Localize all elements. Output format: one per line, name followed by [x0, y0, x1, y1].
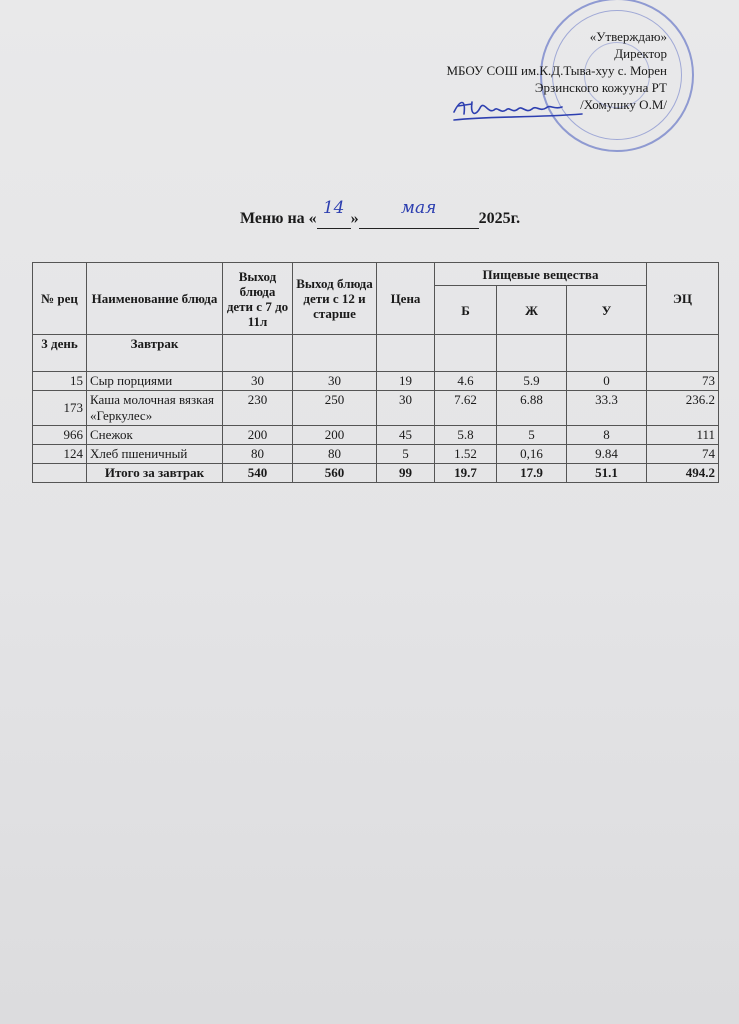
title-suffix: 2025г. [478, 210, 521, 227]
cell-price: 5 [377, 445, 435, 464]
menu-table [32, 262, 719, 483]
total-yield-7-11: 540 [223, 464, 293, 483]
table-row [33, 445, 719, 464]
header-zh: Ж [497, 286, 567, 335]
cell-name: Хлеб пшеничный [87, 445, 223, 464]
cell-yield-12: 200 [293, 426, 377, 445]
cell-name: Каша молочная вязкая «Геркулес» [87, 391, 223, 426]
header-row-1 [33, 263, 719, 286]
cell-u: 8 [567, 426, 647, 445]
total-ec: 494.2 [647, 464, 719, 483]
cell-u: 0 [567, 372, 647, 391]
cell-b: 1.52 [435, 445, 497, 464]
header-ec: ЭЦ [647, 263, 719, 335]
total-yield-12: 560 [293, 464, 377, 483]
cell-u: 33.3 [567, 391, 647, 426]
table-row [33, 372, 719, 391]
cell-name: Снежок [87, 426, 223, 445]
section-day: 3 день [33, 335, 87, 372]
cell-yield-7-11: 230 [223, 391, 293, 426]
section-meal: Завтрак [87, 335, 223, 372]
header-price: Цена [377, 263, 435, 335]
cell-u: 9.84 [567, 445, 647, 464]
cell-num: 124 [33, 445, 87, 464]
header-yield-7-11: Выход блюда дети с 7 до 11л [223, 263, 293, 335]
title-prefix: Меню на « [240, 210, 317, 227]
cell-zh: 0,16 [497, 445, 567, 464]
header-b: Б [435, 286, 497, 335]
cell-yield-7-11: 80 [223, 445, 293, 464]
approval-line-4: Эрзинского кожууна РТ [534, 80, 667, 95]
cell-b: 5.8 [435, 426, 497, 445]
cell-num: 15 [33, 372, 87, 391]
cell-name: Сыр порциями [87, 372, 223, 391]
cell-yield-7-11: 200 [223, 426, 293, 445]
cell-price: 30 [377, 391, 435, 426]
approval-line-3: МБОУ СОШ им.К.Д.Тыва-хуу с. Морен [446, 63, 667, 78]
cell-price: 45 [377, 426, 435, 445]
approval-line-1: «Утверждаю» [589, 29, 667, 44]
cell-zh: 5 [497, 426, 567, 445]
page-title [240, 198, 521, 229]
cell-yield-12: 80 [293, 445, 377, 464]
cell-num: 173 [33, 391, 87, 426]
total-u: 51.1 [567, 464, 647, 483]
cell-ec: 73 [647, 372, 719, 391]
cell-b: 7.62 [435, 391, 497, 426]
total-price: 99 [377, 464, 435, 483]
approval-line-2: Директор [614, 46, 667, 61]
table-row [33, 426, 719, 445]
cell-yield-12: 250 [293, 391, 377, 426]
cell-price: 19 [377, 372, 435, 391]
cell-b: 4.6 [435, 372, 497, 391]
header-num: № рец [33, 263, 87, 335]
director-signature [450, 92, 590, 128]
cell-ec: 111 [647, 426, 719, 445]
header-name: Наименование блюда [87, 263, 223, 335]
total-label: Итого за завтрак [87, 464, 223, 483]
title-day: 14 [322, 198, 345, 218]
cell-num: 966 [33, 426, 87, 445]
title-day-blank [317, 198, 351, 229]
total-row [33, 464, 719, 483]
header-u: У [567, 286, 647, 335]
cell-ec: 236.2 [647, 391, 719, 426]
title-month: мая [400, 198, 437, 218]
cell-ec: 74 [647, 445, 719, 464]
cell-yield-12: 30 [293, 372, 377, 391]
header-nutrients: Пищевые вещества [435, 263, 647, 286]
title-month-blank [359, 198, 479, 229]
total-b: 19.7 [435, 464, 497, 483]
approval-line-5: /Хомушку О.М/ [580, 97, 667, 112]
cell-yield-7-11: 30 [223, 372, 293, 391]
cell-zh: 6.88 [497, 391, 567, 426]
total-zh: 17.9 [497, 464, 567, 483]
title-mid: » [350, 210, 359, 227]
section-row [33, 335, 719, 372]
header-yield-12: Выход блюда дети с 12 и старше [293, 263, 377, 335]
cell-zh: 5.9 [497, 372, 567, 391]
table-row [33, 391, 719, 426]
